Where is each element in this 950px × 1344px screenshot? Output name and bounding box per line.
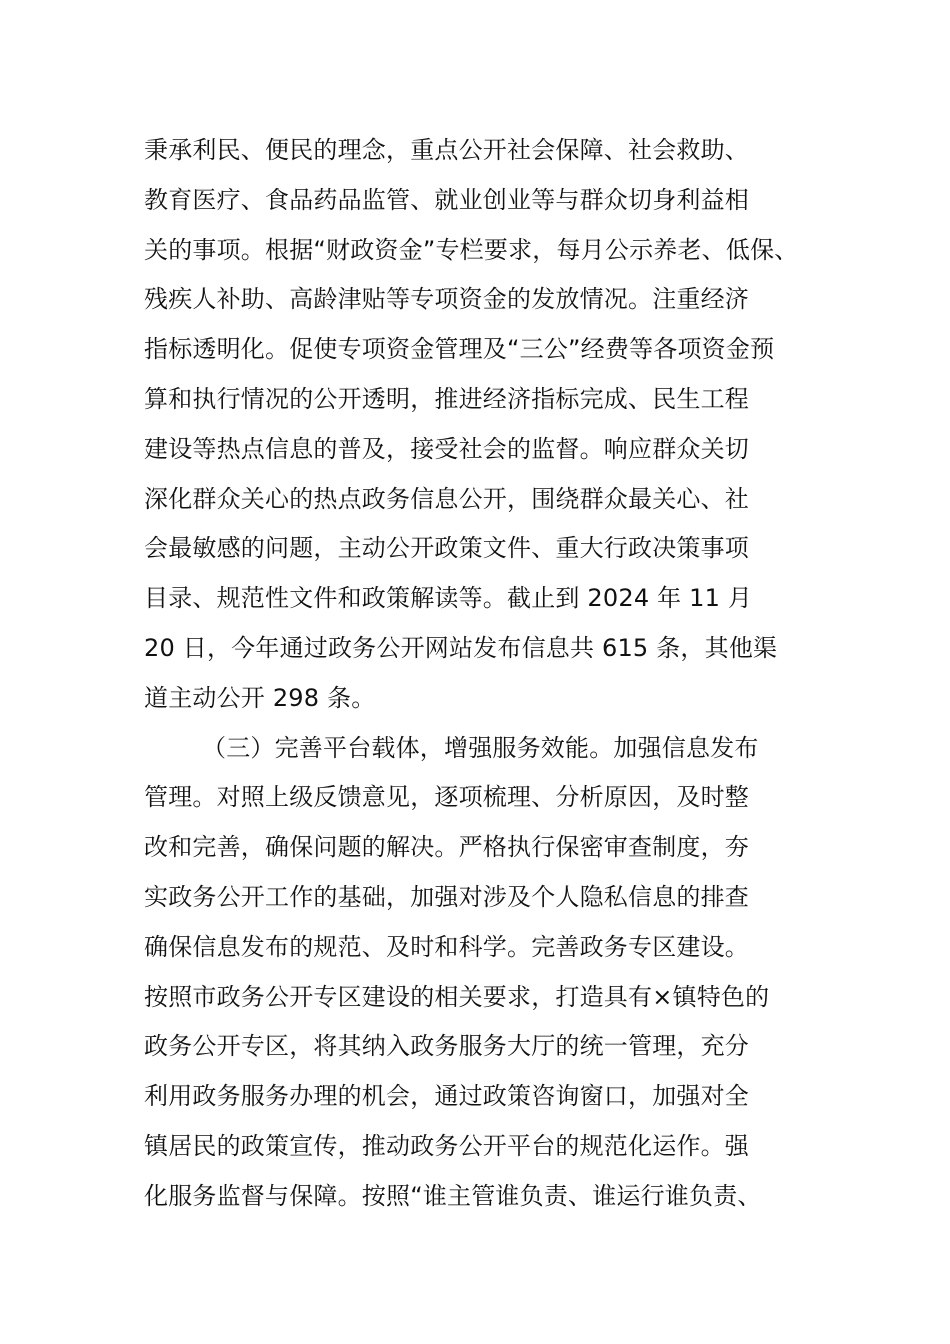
text-line: 目录、规范性文件和政策解读等。截止到 2024 年 11 月 xyxy=(144,584,753,613)
text-line: 政务公开专区，将其纳入政务服务大厅的统一管理，充分 xyxy=(144,1032,749,1061)
text-line: 残疾人补助、高龄津贴等专项资金的发放情况。注重经济 xyxy=(144,285,749,314)
text-line: 会最敏感的问题，主动公开政策文件、重大行政决策事项 xyxy=(144,534,749,563)
text-line: 按照市政务公开专区建设的相关要求，打造具有×镇特色的 xyxy=(144,982,770,1011)
text-line: 利用政务服务办理的机会，通过政策咨询窗口，加强对全 xyxy=(144,1082,749,1111)
text-line: 深化群众关心的热点政务信息公开，围绕群众最关心、社 xyxy=(144,484,749,513)
text-line: 算和执行情况的公开透明，推进经济指标完成、民生工程 xyxy=(144,384,749,413)
text-line: 建设等热点信息的普及，接受社会的监督。响应群众关切 xyxy=(144,434,749,463)
text-line: 教育医疗、食品药品监管、就业创业等与群众切身利益相 xyxy=(144,185,749,214)
text-line: 道主动公开 298 条。 xyxy=(144,683,376,712)
text-line: 改和完善，确保问题的解决。严格执行保密审查制度，夯 xyxy=(144,833,749,862)
text-line: 关的事项。根据“财政资金”专栏要求，每月公示养老、低保、 xyxy=(144,235,799,264)
text-line: 20 日，今年通过政务公开网站发布信息共 615 条，其他渠 xyxy=(144,633,778,662)
body-text xyxy=(144,126,834,1222)
text-line: 化服务监督与保障。按照“谁主管谁负责、谁运行谁负责、 xyxy=(144,1181,762,1210)
text-line: 管理。对照上级反馈意见，逐项梳理、分析原因，及时整 xyxy=(144,783,749,812)
section-heading-line: （三）完善平台载体，增强服务效能。加强信息发布 xyxy=(202,733,759,762)
text-line: 实政务公开工作的基础，加强对涉及个人隐私信息的排查 xyxy=(144,882,749,911)
text-line: 秉承利民、便民的理念，重点公开社会保障、社会救助、 xyxy=(144,136,749,164)
text-line: 镇居民的政策宣传，推动政务公开平台的规范化运作。强 xyxy=(144,1131,749,1160)
text-line: 指标透明化。促使专项资金管理及“三公”经费等各项资金预 xyxy=(144,335,775,364)
text-line: 确保信息发布的规范、及时和科学。完善政务专区建设。 xyxy=(144,932,749,961)
